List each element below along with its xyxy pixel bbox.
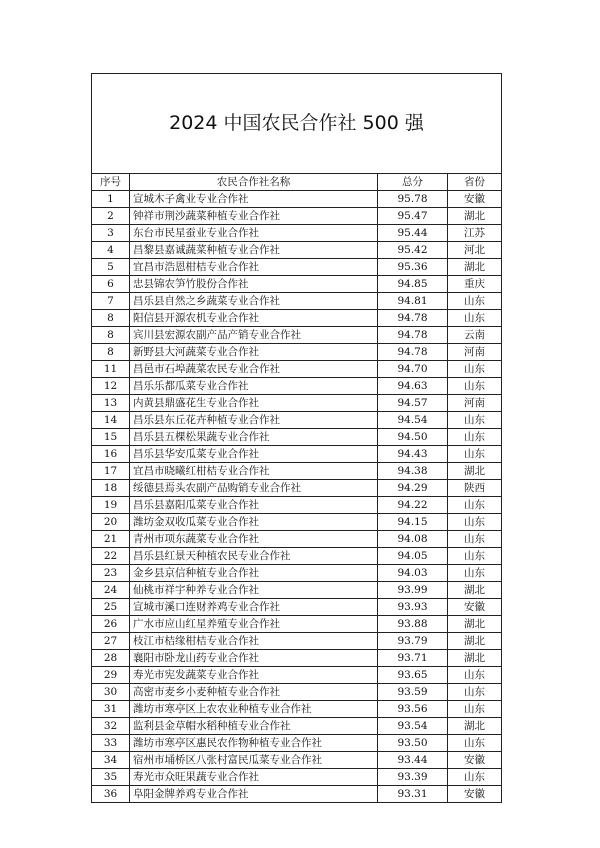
total-score: 93.44: [378, 752, 448, 769]
table-row: [92, 208, 502, 225]
cooperative-name: 钟祥市荆沙蔬菜种植专业合作社: [130, 208, 378, 225]
table-row: [92, 310, 502, 327]
cooperative-name: 阳信县开源农机专业合作社: [130, 310, 378, 327]
row-number: 8: [92, 327, 130, 344]
cooperative-name: 寿光市众旺果蔬专业合作社: [130, 769, 378, 786]
table-row: [92, 191, 502, 208]
total-score: 94.63: [378, 378, 448, 395]
cooperative-name: 新野县大河蔬菜专业合作社: [130, 344, 378, 361]
total-score: 94.08: [378, 531, 448, 548]
row-number: 30: [92, 684, 130, 701]
table-row: [92, 548, 502, 565]
province: 湖北: [448, 208, 502, 225]
row-number: 35: [92, 769, 130, 786]
table-row: [92, 531, 502, 548]
header-no: 序号: [92, 174, 130, 191]
total-score: 94.85: [378, 276, 448, 293]
header-score: 总分: [378, 174, 448, 191]
cooperative-name: 宜昌市晓曦红柑桔专业合作社: [130, 463, 378, 480]
table-row: [92, 327, 502, 344]
province: 山东: [448, 293, 502, 310]
province: 山东: [448, 531, 502, 548]
table-row: [92, 565, 502, 582]
province: 河南: [448, 395, 502, 412]
province: 云南: [448, 327, 502, 344]
cooperative-name: 广水市应山红星养殖专业合作社: [130, 616, 378, 633]
document-page: [91, 73, 501, 803]
row-number: 21: [92, 531, 130, 548]
row-number: 32: [92, 718, 130, 735]
total-score: 94.78: [378, 344, 448, 361]
table-body: [92, 191, 502, 803]
table-row: [92, 293, 502, 310]
total-score: 93.31: [378, 786, 448, 803]
row-number: 31: [92, 701, 130, 718]
cooperative-name: 宿州市埇桥区八张村富民瓜菜专业合作社: [130, 752, 378, 769]
table-row: [92, 667, 502, 684]
total-score: 93.50: [378, 735, 448, 752]
cooperative-name: 宾川县宏源农副产品产销专业合作社: [130, 327, 378, 344]
row-number: 6: [92, 276, 130, 293]
cooperative-name: 高密市麦乡小麦种植专业合作社: [130, 684, 378, 701]
table-row: [92, 684, 502, 701]
total-score: 94.29: [378, 480, 448, 497]
row-number: 36: [92, 786, 130, 803]
total-score: 94.03: [378, 565, 448, 582]
cooperative-name: 寿光市宪发蔬菜专业合作社: [130, 667, 378, 684]
province: 山东: [448, 429, 502, 446]
row-number: 1: [92, 191, 130, 208]
table-row: [92, 514, 502, 531]
cooperative-name: 绥德县焉头农副产品购销专业合作社: [130, 480, 378, 497]
province: 河南: [448, 344, 502, 361]
table-row: [92, 429, 502, 446]
total-score: 94.22: [378, 497, 448, 514]
total-score: 93.54: [378, 718, 448, 735]
cooperative-name: 昌乐县五棵松果蔬专业合作社: [130, 429, 378, 446]
cooperative-name: 阜阳金牌养鸡专业合作社: [130, 786, 378, 803]
row-number: 29: [92, 667, 130, 684]
province: 山东: [448, 735, 502, 752]
cooperative-name: 潍坊金双收瓜菜专业合作社: [130, 514, 378, 531]
row-number: 11: [92, 361, 130, 378]
cooperative-name: 枝江市桔缘柑桔专业合作社: [130, 633, 378, 650]
row-number: 34: [92, 752, 130, 769]
row-number: 12: [92, 378, 130, 395]
total-score: 95.44: [378, 225, 448, 242]
cooperative-name: 襄阳市卧龙山药专业合作社: [130, 650, 378, 667]
province: 安徽: [448, 786, 502, 803]
table-row: [92, 344, 502, 361]
table-row: [92, 259, 502, 276]
total-score: 93.93: [378, 599, 448, 616]
table-row: [92, 786, 502, 803]
row-number: 33: [92, 735, 130, 752]
table-row: [92, 497, 502, 514]
row-number: 22: [92, 548, 130, 565]
total-score: 95.78: [378, 191, 448, 208]
province: 湖北: [448, 650, 502, 667]
total-score: 94.78: [378, 327, 448, 344]
table-row: [92, 616, 502, 633]
header-province: 省份: [448, 174, 502, 191]
row-number: 4: [92, 242, 130, 259]
cooperative-name: 昌乐县东丘花卉种植专业合作社: [130, 412, 378, 429]
province: 山东: [448, 446, 502, 463]
province: 山东: [448, 310, 502, 327]
row-number: 27: [92, 633, 130, 650]
cooperative-name: 宣城市溪口连财养鸡专业合作社: [130, 599, 378, 616]
total-score: 93.79: [378, 633, 448, 650]
table-row: [92, 412, 502, 429]
province: 湖北: [448, 463, 502, 480]
row-number: 25: [92, 599, 130, 616]
province: 山东: [448, 412, 502, 429]
table-row: [92, 463, 502, 480]
table-row: [92, 650, 502, 667]
table-row: [92, 446, 502, 463]
province: 安徽: [448, 752, 502, 769]
province: 陕西: [448, 480, 502, 497]
total-score: 93.99: [378, 582, 448, 599]
total-score: 93.65: [378, 667, 448, 684]
table-row: [92, 395, 502, 412]
province: 山东: [448, 565, 502, 582]
cooperative-name: 忠县锦农笋竹股份合作社: [130, 276, 378, 293]
cooperative-name: 昌乐县自然之乡蔬菜专业合作社: [130, 293, 378, 310]
row-number: 14: [92, 412, 130, 429]
province: 湖北: [448, 616, 502, 633]
table-row: [92, 225, 502, 242]
total-score: 94.50: [378, 429, 448, 446]
cooperative-name: 监利县金草帽水稻种植专业合作社: [130, 718, 378, 735]
province: 河北: [448, 242, 502, 259]
cooperative-name: 东台市民星蚕业专业合作社: [130, 225, 378, 242]
table-row: [92, 242, 502, 259]
row-number: 13: [92, 395, 130, 412]
total-score: 93.56: [378, 701, 448, 718]
total-score: 94.15: [378, 514, 448, 531]
province: 江苏: [448, 225, 502, 242]
header-name: 农民合作社名称: [130, 174, 378, 191]
cooperative-name: 内黄县鼎盛花生专业合作社: [130, 395, 378, 412]
cooperative-name: 金乡县京信种植专业合作社: [130, 565, 378, 582]
province: 湖北: [448, 582, 502, 599]
row-number: 24: [92, 582, 130, 599]
province: 山东: [448, 497, 502, 514]
row-number: 7: [92, 293, 130, 310]
cooperative-name: 昌乐乐都瓜菜专业合作社: [130, 378, 378, 395]
row-number: 2: [92, 208, 130, 225]
total-score: 93.71: [378, 650, 448, 667]
cooperative-name: 仙桃市祥宇种养专业合作社: [130, 582, 378, 599]
province: 重庆: [448, 276, 502, 293]
table-row: [92, 752, 502, 769]
row-number: 18: [92, 480, 130, 497]
province: 湖北: [448, 259, 502, 276]
cooperative-name: 昌乐县华安瓜菜专业合作社: [130, 446, 378, 463]
page-title: 2024 中国农民合作社 500 强: [92, 74, 502, 174]
province: 湖北: [448, 633, 502, 650]
table-row: [92, 378, 502, 395]
total-score: 94.05: [378, 548, 448, 565]
province: 山东: [448, 548, 502, 565]
row-number: 23: [92, 565, 130, 582]
total-score: 94.78: [378, 310, 448, 327]
ranking-table: [91, 73, 502, 803]
total-score: 93.39: [378, 769, 448, 786]
total-score: 94.54: [378, 412, 448, 429]
total-score: 94.57: [378, 395, 448, 412]
row-number: 17: [92, 463, 130, 480]
table-row: [92, 599, 502, 616]
table-row: [92, 582, 502, 599]
province: 安徽: [448, 191, 502, 208]
total-score: 94.70: [378, 361, 448, 378]
row-number: 5: [92, 259, 130, 276]
province: 山东: [448, 667, 502, 684]
row-number: 3: [92, 225, 130, 242]
table-row: [92, 769, 502, 786]
table-row: [92, 276, 502, 293]
total-score: 94.43: [378, 446, 448, 463]
row-number: 15: [92, 429, 130, 446]
table-row: [92, 735, 502, 752]
table-row: [92, 701, 502, 718]
province: 山东: [448, 514, 502, 531]
province: 山东: [448, 701, 502, 718]
total-score: 95.36: [378, 259, 448, 276]
row-number: 16: [92, 446, 130, 463]
cooperative-name: 宣城木子禽业专业合作社: [130, 191, 378, 208]
cooperative-name: 昌乐县红景天种植农民专业合作社: [130, 548, 378, 565]
cooperative-name: 昌乐县嘉阳瓜菜专业合作社: [130, 497, 378, 514]
total-score: 94.38: [378, 463, 448, 480]
total-score: 95.47: [378, 208, 448, 225]
province: 山东: [448, 684, 502, 701]
cooperative-name: 昌黎县嘉诚蔬菜种植专业合作社: [130, 242, 378, 259]
table-row: [92, 480, 502, 497]
table-header-row: [92, 174, 502, 191]
province: 山东: [448, 361, 502, 378]
province: 山东: [448, 769, 502, 786]
total-score: 95.42: [378, 242, 448, 259]
row-number: 26: [92, 616, 130, 633]
cooperative-name: 青州市项东蔬菜专业合作社: [130, 531, 378, 548]
row-number: 8: [92, 344, 130, 361]
row-number: 8: [92, 310, 130, 327]
total-score: 94.81: [378, 293, 448, 310]
cooperative-name: 昌邑市石埠蔬菜农民专业合作社: [130, 361, 378, 378]
row-number: 19: [92, 497, 130, 514]
table-row: [92, 633, 502, 650]
cooperative-name: 宜昌市浩恩柑桔专业合作社: [130, 259, 378, 276]
total-score: 93.88: [378, 616, 448, 633]
province: 湖北: [448, 718, 502, 735]
total-score: 93.59: [378, 684, 448, 701]
province: 山东: [448, 378, 502, 395]
row-number: 20: [92, 514, 130, 531]
table-row: [92, 718, 502, 735]
table-row: [92, 361, 502, 378]
cooperative-name: 潍坊市寒亭区惠民农作物种植专业合作社: [130, 735, 378, 752]
cooperative-name: 潍坊市寒亭区上农农业种植专业合作社: [130, 701, 378, 718]
province: 安徽: [448, 599, 502, 616]
row-number: 28: [92, 650, 130, 667]
